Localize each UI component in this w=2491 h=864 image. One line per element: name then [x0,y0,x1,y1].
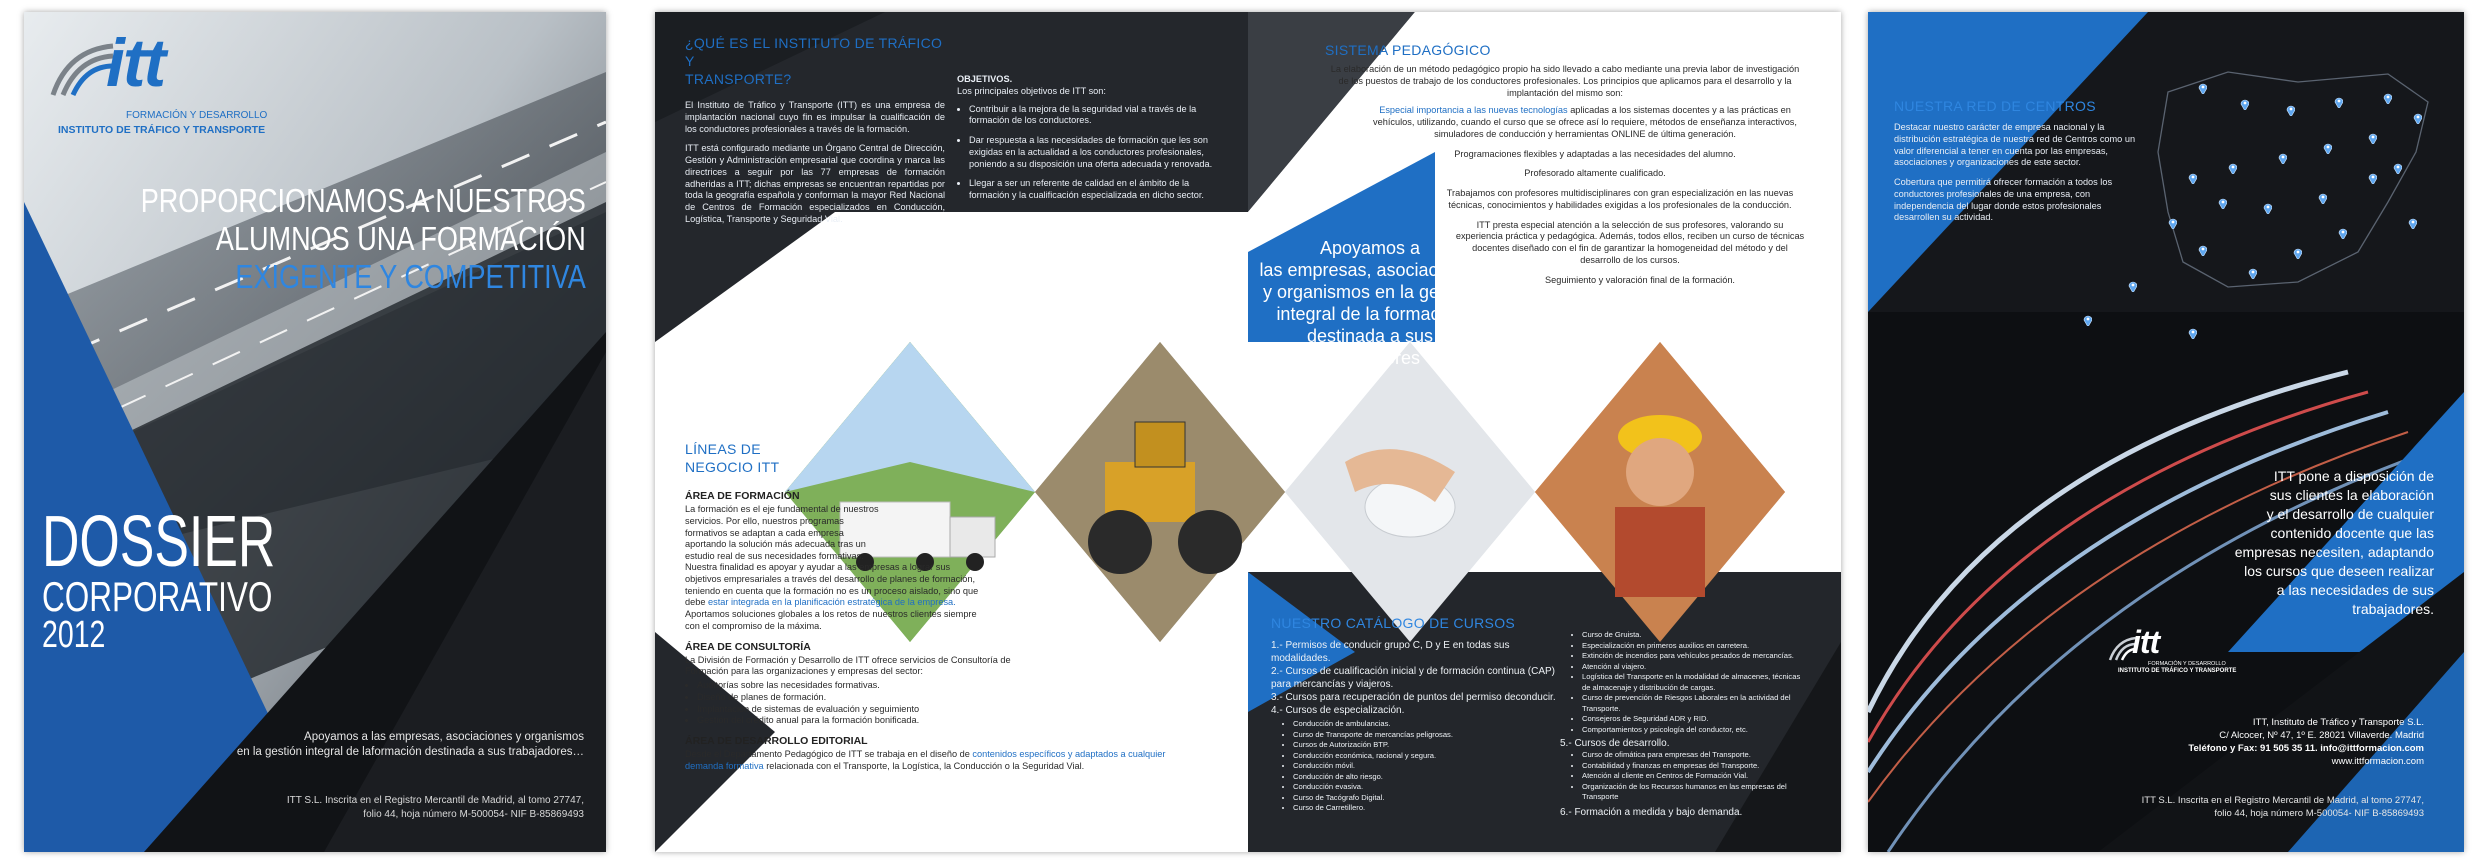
about-heading: ¿QUÉ ES EL INSTITUTO DE TRÁFICO Y TRANSPORTE? [685,35,943,87]
area-formacion [685,490,885,563]
list-item: • Cursos de Autorización BTP. [1293,740,1571,751]
catalog-section [1271,615,1571,814]
logo-wordmark: itt [106,25,165,101]
map-pin-icon [2128,280,2137,292]
map-pin-icon [2263,202,2272,214]
pedagogy-section: SISTEMA PEDAGÓGICO La elaboración de un método pedagógico propio ha sido llevado a cabo mediante una previa labor de investigación de los puestos de trabajo de los conductores profesionales. Los principios que aplicamos para el desarrollo y la implantación del mismo son: Especial importancia a las nuevas tecnologías aplicadas a los sistemas docentes y a las prácticas en vehículos, utilizando, cuando el curso que se ofrece así lo requiere, métodos de enseñanza interactivos, simuladores de conducción y herramientas ONLINE de última generación. Programaciones flexibles y adaptadas a las necesidades del alumno. Profesorado altamente cualificado. Trabajamos con profesores multidisciplinares con gran especialización en las nuevas técnicas, conocimientos y habilidades exigidas a los profesionales de la conducción. ITT presta especial atención a la selección de sus profesores, valorando su experiencia práctica y pedagógica. Además, todos ellos, reciben un curso de técnicas docentes diseñado con el fin de garantizar la homogeneidad del método y del desarrollo de los cursos. Seguimiento y valoración final de la formación. [1325,42,1805,285]
list-item: • Curso de Gruista. [1582,630,1810,641]
area-title: ÁREA DE CONSULTORÍA [685,640,811,653]
map-pin-icon [2413,112,2422,124]
cover-page [24,12,606,852]
catalog-item: 3.- Cursos para recuperación de puntos del permiso deconducir. [1271,692,1556,703]
lines-heading: LÍNEAS DE NEGOCIO ITT [685,441,780,475]
catalog-sublist [1271,719,1571,814]
catalog-item: 2.- Cursos de cualificación inicial y de formación continua (CAP) para mercancías y viajeros. [1271,666,1556,690]
network-paragraph: Cobertura que permitirá ofrecer formación a todos los conductores profesionales de una empresa, con independencia del lugar donde estos profesionales desarrollen su actividad. [1894,177,2113,223]
cover-title: DOSSIER CORPORATIVO 2012 [42,502,276,656]
list-item: • Comportamientos y psicología del conductor, etc. [1582,725,1810,736]
area-title: ÁREA DE FORMACIÓN [685,490,800,502]
bulldozer-photo [1035,342,1285,642]
logo-subtitle: FORMACIÓN Y DESARROLLO [2148,661,2226,667]
map-pin-icon [2368,132,2377,144]
list-item: • Organización de los Recursos humanos en las empresas del Transporte [1582,782,1810,803]
map-pin-icon [2318,192,2327,204]
map-pin-icon [2228,162,2237,174]
logo-wordmark: itt [2132,624,2160,660]
map-pin-icon [2188,172,2197,184]
list-item: • Auditorías sobre las necesidades formativas. [697,680,985,692]
contact-block [2064,716,2424,768]
catalog-item: 1.- Permisos de conducir grupo C, D y E en todas sus modalidades. [1271,640,1510,664]
map-pin-icon [2168,217,2177,229]
list-item: • Gestión del crédito anual para la formación bonificada. [697,715,985,727]
map-pin-icon [2198,244,2207,256]
inner-spread [655,12,1841,852]
mouse-hand-photo [1285,342,1535,642]
map-pin-icon [2278,152,2287,164]
list-item: • Dar respuesta a las necesidades de formación que les son exigidas en la actualidad a los conductores profesionales, poniendo a su disposición una oferta adecuada y renovada. [969,135,1217,170]
about-paragraph-1: El Instituto de Tráfico y Transporte (ITT) es una empresa de implantación nacional cuyo fin es impulsar la cualificación de los conductores profesionales a través de la formación. [685,100,945,134]
logo-institute: INSTITUTO DE TRÁFICO Y TRANSPORTE [58,124,266,136]
objectives-section [957,74,1217,205]
strategic-planning-link: estar integrada en la planificación estratégica de la empresa. [708,597,956,608]
list-item: • Curso de Carretillero. [1293,803,1571,814]
list-item: • Curso de Transporte de mercancías peligrosas. [1293,730,1571,741]
list-item: • Especialización en primeros auxilios en carretera. [1582,641,1810,652]
list-item: • Conducción móvil. [1293,761,1571,772]
network-paragraph: Destacar nuestro carácter de empresa nacional y la distribución estratégica de nuestra red de Centros como un valor diferencial a tener en cuenta por las empresas, asociaciones y organizaciones de este sector. [1894,122,2136,168]
area-formacion-2: Nuestra finalidad es apoyar y ayudar a las empresas a lograr sus objetivos empresariales a través del desarrollo de planes de formación, teniendo en cuenta que la formación no es un proceso aislado, sino que debe estar integrada en la planificación estratégica de la empresa. Aportamos soluciones globales a los retos de nuestros clientes siempre con el compromiso de la máxima. ÁREA DE CONSULTORÍA La División de Formación y Desarrollo de ITT ofrece servicios de Consultoría de Formación para las organizaciones y empresas del sector: • Auditorías sobre las necesidades formativas. • Diseño de planes de formación. • Implantación de sistemas de evaluación y seguimiento • Gestión del crédito anual para la formación bonificada. ÁREA DE DESARROLLO EDITORIAL Desde el Departamento Pedagógico de ITT se trabaja en el diseño de contenidos específicos y adaptados a cualquier demanda formativa relacionada con el Transporte, la Logística, la Conducción o la Seguridad Vial. [685,562,985,773]
back-logo [2108,624,2258,690]
itt-logo [48,25,288,150]
logo-subtitle: FORMACIÓN Y DESARROLLO [126,110,268,121]
address: C/ Alcocer, Nº 47, 1º E. 28021 Villaverde. Madrid [2219,730,2424,741]
catalog-item: 5.- Cursos de desarrollo. [1560,738,1670,749]
pedagogy-paragraph: La elaboración de un método pedagógico propio ha sido llevado a cabo mediante una previa labor de investigación de los puestos de trabajo de los conductores profesionales. Los principios que aplicamos para el desarrollo y la implantación del mismo son: [1330,64,1800,98]
centers-map [1868,12,2464,312]
back-page [1868,12,2464,852]
map-pin-icon [2218,197,2227,209]
map-pin-icon [2240,98,2249,110]
map-pin-icon [2198,82,2207,94]
pedagogy-paragraph: Programaciones flexibles y adaptadas a las necesidades del alumno. [1454,148,1736,159]
list-item: • Curso de ofimática para empresas del Transporte. [1582,750,1810,761]
list-item: • Diseño de planes de formación. [697,692,985,704]
worker-photo [1535,342,1785,642]
about-section [685,34,945,226]
list-item: • Llegar a ser un referente de calidad en el ámbito de la formación y la cualificación especializada en dicho sector. [969,178,1217,202]
map-pin-icon [2248,267,2257,279]
consulting-list [685,680,985,727]
list-item: • Conducción de ambulancias. [1293,719,1571,730]
list-item: • Consejeros de Seguridad ADR y RID. [1582,714,1810,725]
catalog-section-2 [1560,630,1810,819]
editorial-link: contenidos específicos y adaptados a cualquier demanda formativa [685,749,1166,771]
company-name: ITT, Instituto de Tráfico y Transporte S.L. [2252,717,2424,728]
list-item: • Logística del Transporte en la modalidad de almacenes, técnicas de almacenaje y distribución de cargas. [1582,672,1810,693]
catalog-sublist [1560,630,1810,735]
map-pin-icon [2293,247,2302,259]
list-item: • Curso de Tacógrafo Digital. [1293,793,1571,804]
phone-email: Teléfono y Fax: 91 505 35 11. info@ittformacion.com [2188,743,2424,754]
area-title: ÁREA DE DESARROLLO EDITORIAL [685,735,868,748]
objectives-title: OBJETIVOS. [957,74,1013,84]
pedagogy-paragraph: Seguimiento y valoración final de la formación. [1545,274,1735,285]
list-item: • Atención al cliente en Centros de Formación Vial. [1582,771,1810,782]
list-item: • Implantación de sistemas de evaluación y seguimiento [697,704,985,716]
support-statement: Apoyamos a las empresas, asociaciones y organismos en la gestión integral de la formación destinada a sus trabajadores [1259,238,1481,368]
list-item: • Atención al viajero. [1582,662,1810,673]
catalog-sublist [1560,750,1810,803]
list-item: • Contribuir a la mejora de la seguridad vial a través de la formación de los conductores. [969,104,1217,128]
map-pin-icon [2393,162,2402,174]
map-pin-icon [2188,327,2197,339]
list-item: • Conducción evasiva. [1293,782,1571,793]
list-item: • Contabilidad y finanzas en empresas del Transporte. [1582,761,1810,772]
map-pin-icon [2323,142,2332,154]
catalog-heading: NUESTRO CATÁLOGO DE CURSOS [1271,615,1516,631]
pedagogy-heading: SISTEMA PEDAGÓGICO [1325,42,1491,58]
area-paragraph: La División de Formación y Desarrollo de ITT ofrece servicios de Consultoría de Formación para las organizaciones y empresas del sector: [685,654,1011,677]
cover-tagline: Apoyamos a las empresas, asociaciones y organismos en la gestión integral de laformación destinada a sus trabajadores… [236,731,584,758]
list-item: • Extinción de incendios para vehículos pesados de mercancías. [1582,651,1810,662]
lines-section [685,440,1020,476]
list-item: • Conducción de alto riesgo. [1293,772,1571,783]
pedagogy-paragraph: ITT presta especial atención a la selección de sus profesores, valorando su experiencia práctica y pedagógica. Además, todos ellos, reciben un curso de técnicas docentes diseñado con el fin de garantizar la homogeneidad del método y del desarrollo de los cursos. [1455,219,1805,265]
catalog-item: 4.- Cursos de especialización. [1271,705,1405,716]
technology-link: Especial importancia a las nuevas tecnologías [1379,105,1568,116]
logo-institute: INSTITUTO DE TRÁFICO Y TRANSPORTE [2118,668,2237,674]
map-pin-icon [2334,96,2343,108]
catalog-item: 6.- Formación a medida y bajo demanda. [1560,806,1743,818]
back-statement: ITT pone a disposición de sus clientes la elaboración y el desarrollo de cualquier contenido docente que las empresas necesiten, adaptando los cursos que deseen realizar a las necesidades de sus trabajadores. [2234,468,2434,617]
website: www.ittformacion.com [2331,756,2424,767]
map-pin-icon [2383,92,2392,104]
cover-legal: ITT S.L. Inscrita en el Registro Mercantil de Madrid, al tomo 27747, folio 44, hoja número M-500054- NIF B-85869493 [286,795,584,820]
list-item: • Curso de prevención de Riesgos Laborales en la actividad del Transporte. [1582,693,1810,714]
objectives-list [957,104,1217,202]
map-pin-icon [2286,104,2295,116]
map-pin-icon [2083,314,2092,326]
area-paragraph: La formación es el eje fundamental de nuestros servicios. Por ello, nuestros programas formativos se adaptan a cada empresa aportando la solución más adecuada tras un estudio real de sus necesidades formativas. [685,504,879,562]
pedagogy-paragraph: Profesorado altamente cualificado. [1524,168,1666,179]
list-item: • Conducción económica, racional y segura. [1293,751,1571,762]
cover-headline: PROPORCIONAMOS A NUESTROS ALUMNOS UNA FORMACIÓN EXIGENTE Y COMPETITIVA [140,182,586,295]
map-pin-icon [2408,217,2417,229]
map-pin-icon [2338,227,2347,239]
network-heading: NUESTRA RED DE CENTROS [1894,98,2096,114]
pedagogy-paragraph: Trabajamos con profesores multidisciplinares con gran especialización en las nuevas técnicas, conocimientos y habilidades exigidas a los profesionales de la conducción. [1446,188,1794,210]
about-paragraph-2: ITT está configurado mediante un Órgano Central de Dirección, Gestión y Administración empresarial que coordina y marca las directrices a seguir por las 77 empresas de formación adheridas a ITT; dichas empresas se encuentran repartidas por toda la geografía española y conforman la mayor Red Nacional de Centros de Formación especializados en Conducción, Logística, Transporte y Seguridad Vial. [685,143,945,224]
back-legal: ITT S.L. Inscrita en el Registro Mercantil de Madrid, al tomo 27747, folio 44, hoja número M-500054- NIF B-85869493 [2141,795,2424,819]
objectives-intro: Los principales objetivos de ITT son: [957,85,1106,96]
map-pin-icon [2368,172,2377,184]
